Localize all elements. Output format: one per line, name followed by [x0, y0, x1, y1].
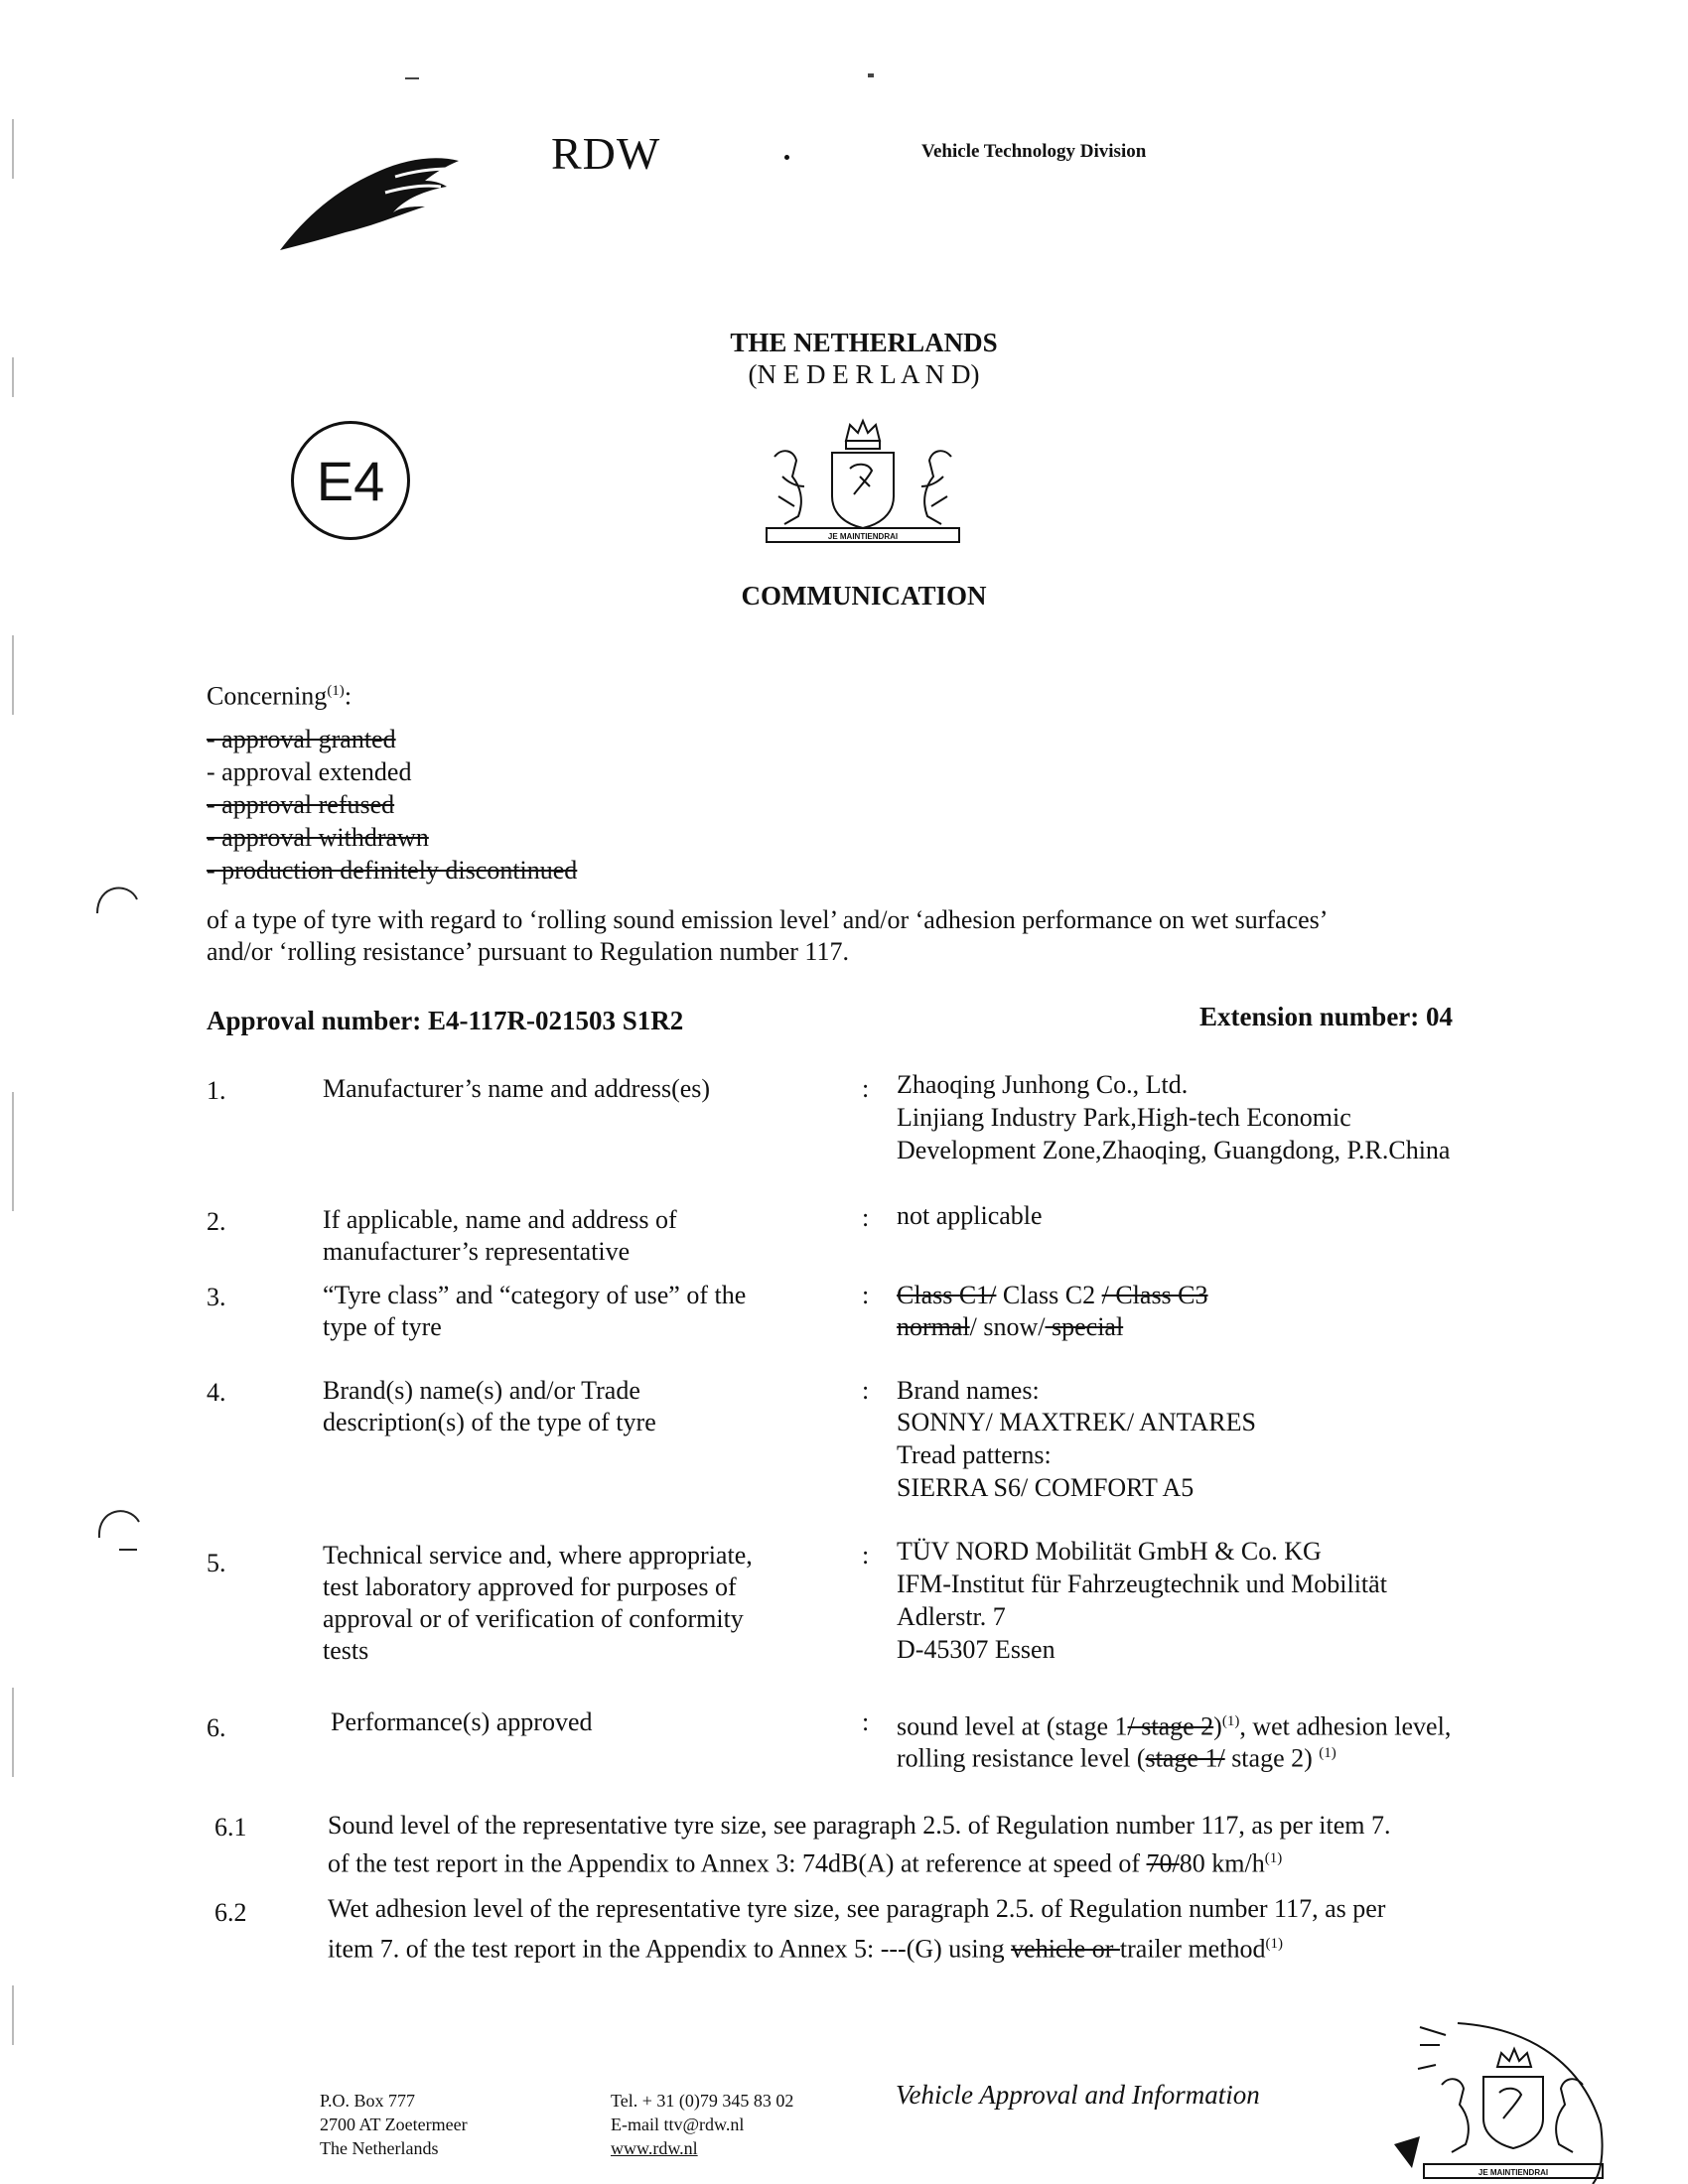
scan-dash — [405, 77, 419, 79]
scan-dot — [784, 155, 789, 160]
item-value: not applicable — [897, 1201, 1043, 1230]
item-label: manufacturer’s representative — [323, 1237, 631, 1266]
e4-mark-text: E4 — [316, 449, 385, 512]
struck-option: / stage 2 — [1127, 1711, 1214, 1741]
item-label: Manufacturer’s name and address(es) — [323, 1074, 711, 1103]
item-label: description(s) of the type of tyre — [323, 1408, 656, 1436]
e4-approval-mark — [291, 421, 410, 540]
struck-option: special — [1045, 1312, 1124, 1341]
footer-address: 2700 AT Zoetermeer — [320, 2115, 468, 2134]
value-text: of the test report in the Appendix to Annex 3: 74dB(A) at reference at speed of — [328, 1848, 1147, 1878]
footnote-ref: (1) — [1221, 1713, 1240, 1729]
value-text: 80 km/h — [1179, 1848, 1265, 1878]
regulation-description-line: and/or ‘rolling resistance’ pursuant to Regulation number 117. — [207, 937, 849, 966]
item-number: 5. — [207, 1549, 226, 1577]
footer-phone: Tel. + 31 (0)79 345 83 02 — [611, 2091, 794, 2111]
agency-name: RDW — [551, 128, 661, 179]
item-colon: : — [862, 1281, 870, 1309]
item-number: 3. — [207, 1283, 226, 1311]
item-label: type of tyre — [323, 1312, 442, 1341]
item-label: If applicable, name and address of — [323, 1205, 677, 1234]
selected-option: Class C2 — [996, 1281, 1102, 1309]
item-number: 6.1 — [214, 1813, 247, 1842]
value-text: stage 2) — [1224, 1743, 1320, 1773]
category-of-use-value — [897, 1310, 1123, 1343]
item-value: TÜV NORD Mobilität GmbH & Co. KG — [897, 1537, 1322, 1566]
wet-adhesion-line: Wet adhesion level of the representative tyre size, see paragraph 2.5. of Regulation number 117, as per — [328, 1894, 1386, 1923]
footnote-ref: (1) — [1264, 1850, 1283, 1866]
struck-option: 70/ — [1146, 1848, 1180, 1878]
item-colon: : — [862, 1541, 870, 1570]
item-colon: : — [862, 1203, 870, 1232]
country-native: (N E D E R L A N D) — [748, 359, 980, 389]
footer-address: The Netherlands — [320, 2138, 439, 2158]
selected-option: / snow/ — [969, 1312, 1046, 1341]
item-number: 6. — [207, 1713, 226, 1742]
scan-dash — [868, 73, 874, 77]
value-text: , wet adhesion level, — [1239, 1711, 1452, 1741]
footer-email[interactable]: E-mail ttv@rdw.nl — [611, 2115, 745, 2134]
scan-edge-mark — [12, 1985, 14, 2045]
item-colon: : — [862, 1707, 870, 1736]
footer-title: Vehicle Approval and Information — [896, 2080, 1260, 2110]
regulation-description-line: of a type of tyre with regard to ‘rolling sound emission level’ and/or ‘adhesion performance on wet surfaces’ — [207, 905, 1329, 934]
concerning-footnote-ref: (1) — [327, 683, 345, 699]
item-label: “Tyre class” and “category of use” of the — [323, 1281, 747, 1309]
sound-level-line — [328, 1843, 1282, 1880]
struck-option: normal — [897, 1312, 970, 1341]
item-label: Technical service and, where appropriate, — [323, 1541, 753, 1570]
concerning-text: Concerning — [207, 681, 328, 711]
scan-edge-mark — [12, 1688, 14, 1777]
scan-edge-mark — [12, 1092, 14, 1211]
scan-edge-mark — [12, 119, 14, 179]
footer-website-link[interactable]: www.rdw.nl — [611, 2138, 698, 2158]
item-value: SONNY/ MAXTREK/ ANTARES — [897, 1408, 1256, 1436]
concerning-option: - approval refused — [207, 790, 395, 819]
footnote-ref: (1) — [1319, 1745, 1336, 1761]
svg-text:JE MAINTIENDRAI: JE MAINTIENDRAI — [1477, 2168, 1549, 2177]
wet-adhesion-line — [328, 1928, 1283, 1966]
approval-number: Approval number: E4-117R-021503 S1R2 — [207, 1006, 684, 1035]
concerning-option: - approval withdrawn — [207, 823, 429, 852]
item-label: Performance(s) approved — [331, 1707, 593, 1736]
item-colon: : — [862, 1376, 870, 1405]
value-text: ) — [1213, 1711, 1222, 1741]
concerning-option: - approval extended — [207, 757, 412, 786]
item-value: D-45307 Essen — [897, 1635, 1055, 1664]
svg-text:JE MAINTIENDRAI: JE MAINTIENDRAI — [827, 532, 899, 541]
coat-of-arms-icon — [765, 417, 961, 556]
division-name: Vehicle Technology Division — [921, 141, 1147, 162]
value-text: sound level at (stage 1 — [897, 1711, 1128, 1741]
item-value: Brand names: — [897, 1376, 1040, 1405]
footer-coat-of-arms-icon — [1380, 2015, 1609, 2184]
struck-option: vehicle or — [1011, 1934, 1120, 1964]
country-heading: THE NETHERLANDS — [730, 328, 998, 357]
item-value: SIERRA S6/ COMFORT A5 — [897, 1473, 1195, 1502]
scan-edge-mark — [12, 357, 14, 397]
document-title: COMMUNICATION — [741, 581, 987, 611]
value-text: trailer method — [1119, 1934, 1266, 1964]
concerning-option: - production definitely discontinued — [207, 856, 578, 885]
item-value: Adlerstr. 7 — [897, 1602, 1006, 1631]
item-label: test laboratory approved for purposes of — [323, 1572, 737, 1601]
punch-hole-mark — [91, 874, 141, 923]
item-label: approval or of verification of conformity — [323, 1604, 744, 1633]
item-number: 1. — [207, 1076, 226, 1105]
struck-option: / Class C3 — [1101, 1281, 1208, 1309]
item-value: IFM-Institut für Fahrzeugtechnik und Mobilität — [897, 1570, 1387, 1598]
value-text: item 7. of the test report in the Appendix to Annex 5: ---(G) using — [328, 1934, 1012, 1964]
punch-hole-mark — [91, 1494, 151, 1554]
footnote-ref: (1) — [1265, 1936, 1283, 1952]
footer-address: P.O. Box 777 — [320, 2091, 416, 2111]
rdw-logo-icon — [276, 147, 465, 256]
item-value: Tread patterns: — [897, 1440, 1052, 1469]
item-label: tests — [323, 1636, 369, 1665]
struck-option: Class C1/ — [897, 1281, 997, 1309]
item-number: 4. — [207, 1378, 226, 1407]
item-number: 2. — [207, 1207, 226, 1236]
extension-number: Extension number: 04 — [1199, 1002, 1454, 1031]
value-text: rolling resistance level ( — [897, 1743, 1146, 1773]
performance-rolling-line — [897, 1737, 1336, 1775]
concerning-label: Concerning$^{(1)}$: — [207, 681, 352, 711]
scan-edge-mark — [12, 635, 14, 715]
tyre-class-value — [897, 1279, 1208, 1311]
concerning-options — [207, 723, 577, 887]
sound-level-line: Sound level of the representative tyre size, see paragraph 2.5. of Regulation number 117, as per item 7. — [328, 1811, 1391, 1840]
item-value: Development Zone,Zhaoqing, Guangdong, P.R.China — [897, 1136, 1451, 1164]
struck-option: stage 1/ — [1145, 1743, 1225, 1773]
item-value: Linjiang Industry Park,High-tech Economic — [897, 1103, 1351, 1132]
concerning-option: - approval granted — [207, 725, 396, 753]
item-number: 6.2 — [214, 1898, 247, 1927]
item-colon: : — [862, 1074, 870, 1103]
item-label: Brand(s) name(s) and/or Trade — [323, 1376, 640, 1405]
item-value: Zhaoqing Junhong Co., Ltd. — [897, 1070, 1189, 1099]
